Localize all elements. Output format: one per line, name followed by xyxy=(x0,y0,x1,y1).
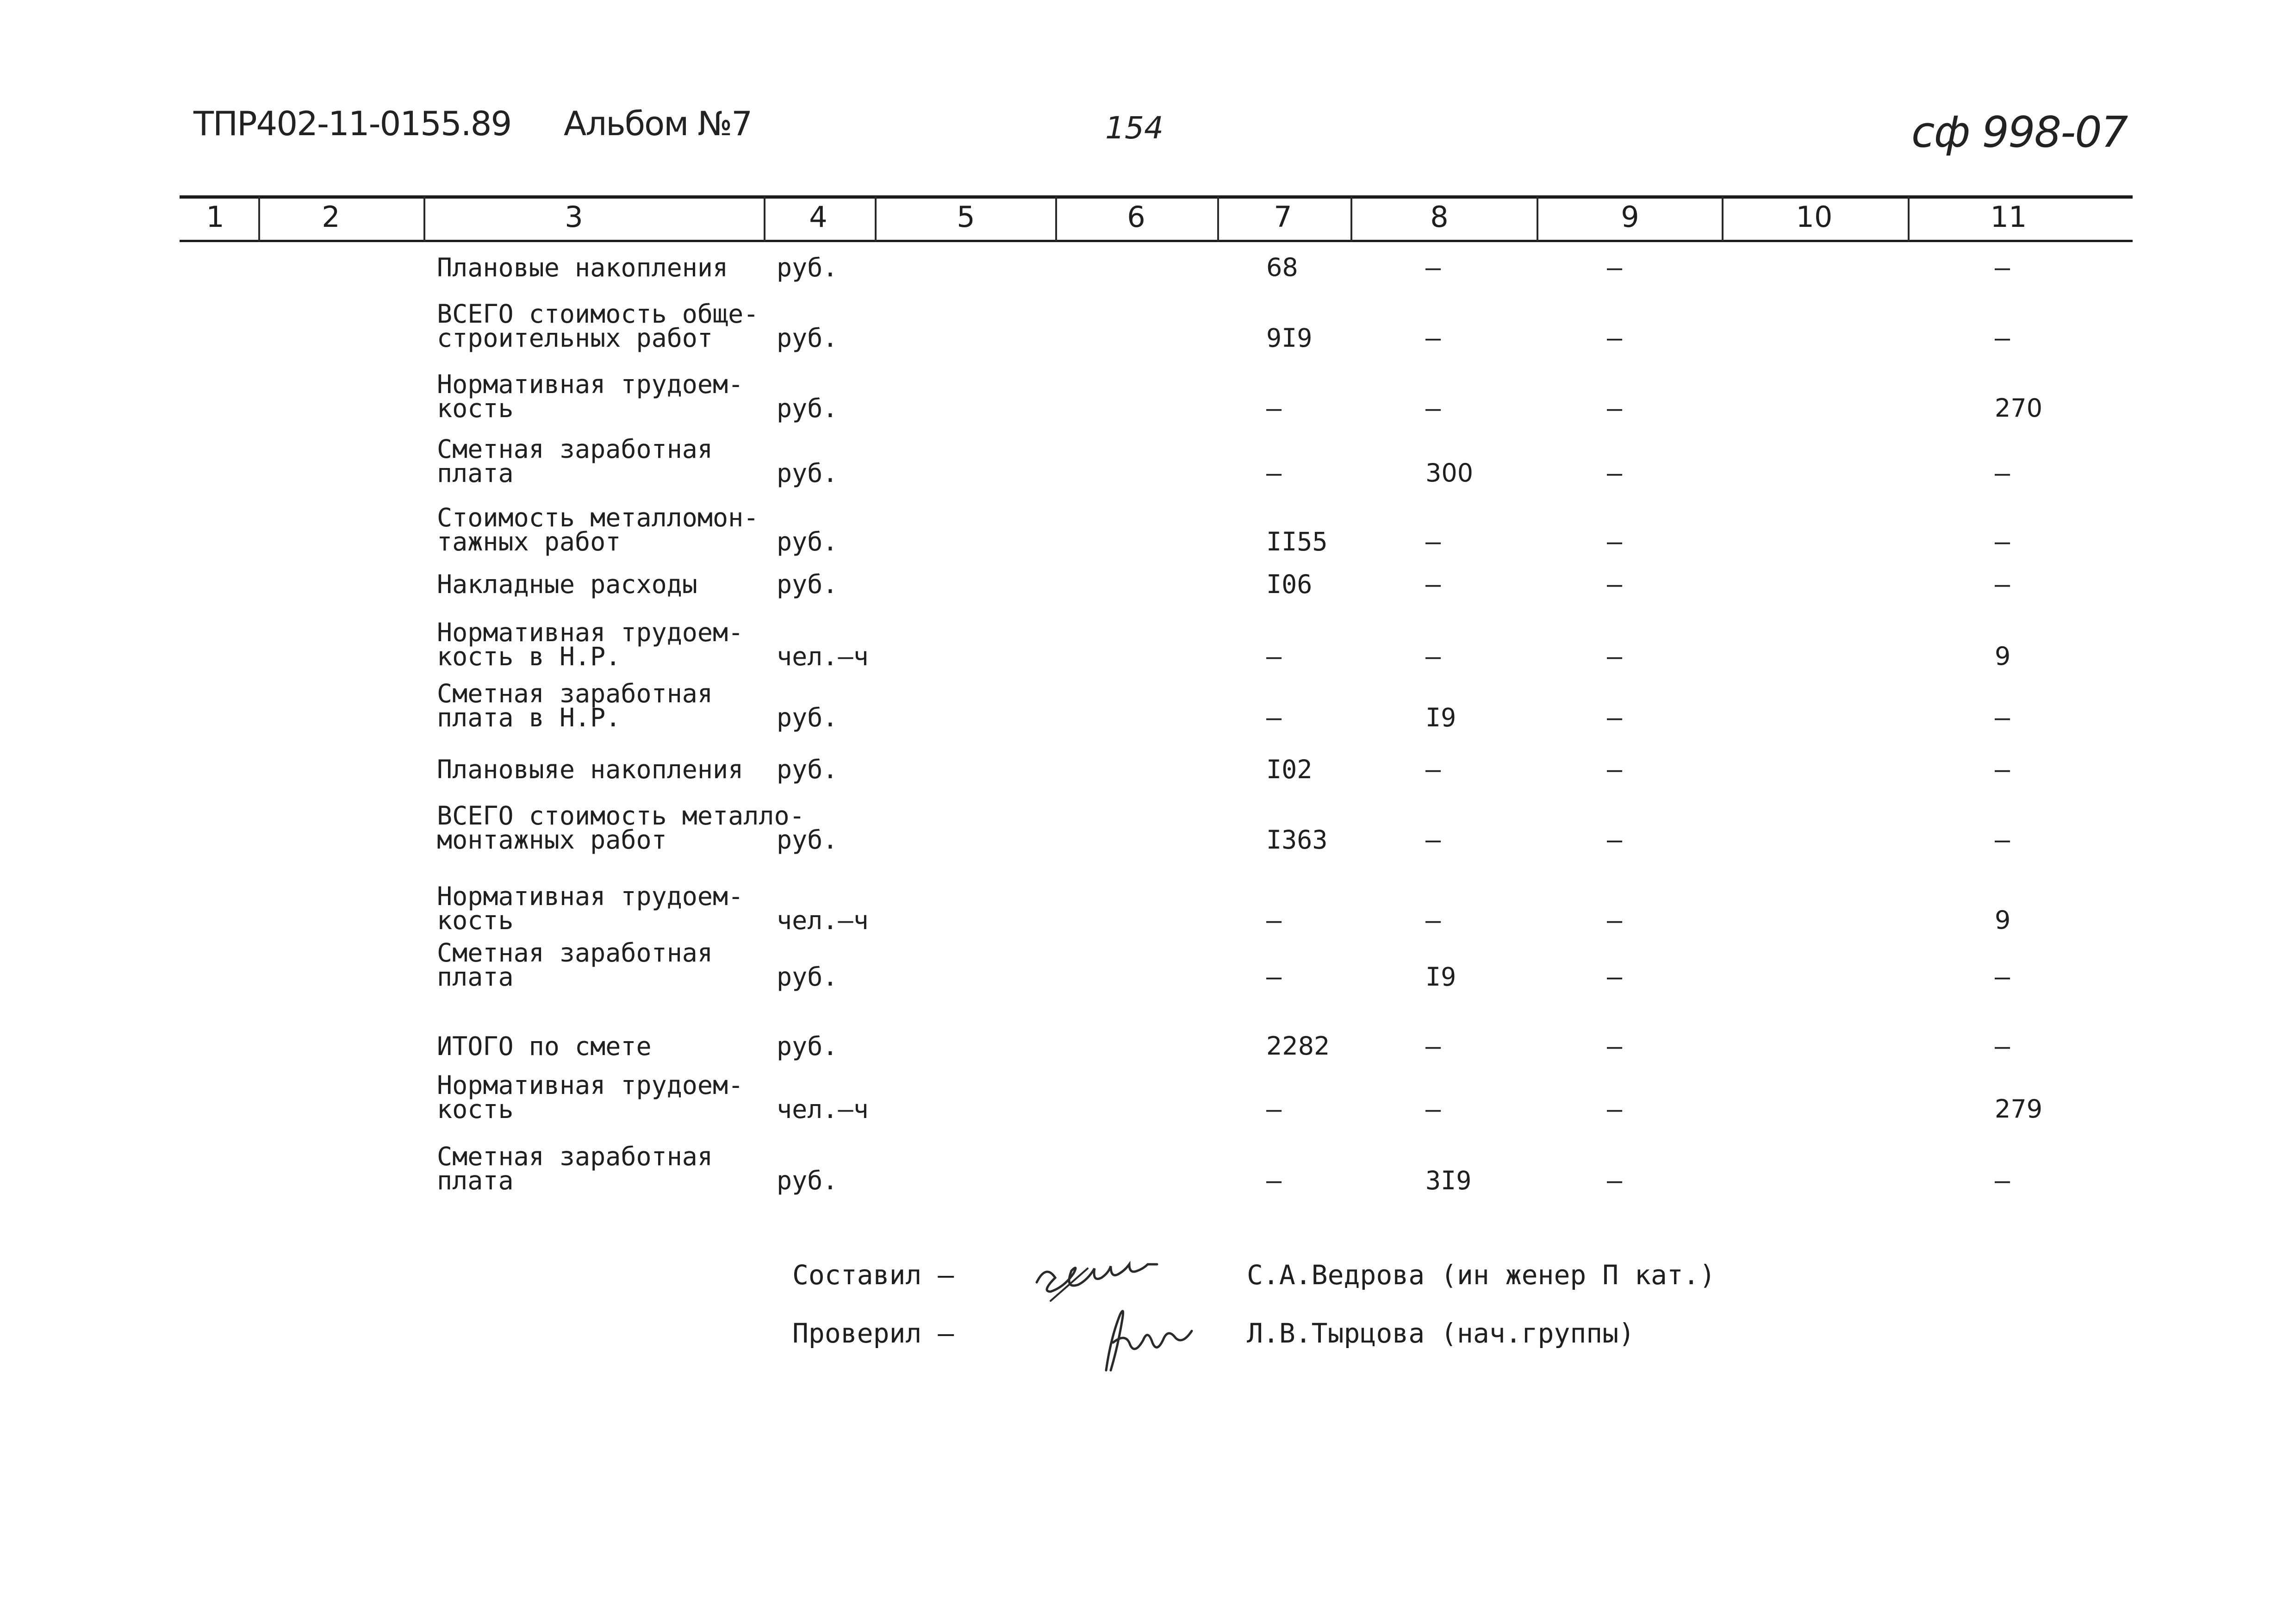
row-unit: руб. xyxy=(777,825,838,855)
column-divider xyxy=(1350,196,1352,241)
checked-signature xyxy=(1088,1301,1208,1380)
cell-col-11: – xyxy=(1995,458,2010,488)
cell-col-7: – xyxy=(1266,394,1282,423)
compiled-signature xyxy=(1032,1250,1226,1305)
row-label: Нормативная трудоем- xyxy=(437,1070,744,1100)
cell-col-9: – xyxy=(1607,906,1623,935)
row-label: плата xyxy=(437,1166,514,1195)
row-unit: чел.–ч xyxy=(777,906,869,935)
table-header-bottom-rule xyxy=(180,240,2133,242)
cell-col-8: – xyxy=(1425,1094,1441,1124)
cell-col-11: – xyxy=(1995,962,2010,992)
cell-col-8: – xyxy=(1425,253,1441,282)
row-label: кость xyxy=(437,1094,514,1124)
row-label: Нормативная трудоем- xyxy=(437,369,744,399)
row-label: кость xyxy=(437,394,514,423)
row-unit: чел.–ч xyxy=(777,1094,869,1124)
column-number-1: 1 xyxy=(206,200,224,234)
row-unit: руб. xyxy=(777,755,838,784)
row-label: ВСЕГО стоимость металло- xyxy=(437,801,805,831)
row-unit: чел.–ч xyxy=(777,642,869,671)
cell-col-8: – xyxy=(1425,755,1441,784)
column-number-2: 2 xyxy=(322,200,340,234)
document-code: ТПР402-11-0155.89 xyxy=(193,104,511,143)
column-divider xyxy=(1217,196,1219,241)
row-label: Стоимость металломон- xyxy=(437,503,759,532)
row-label: строительных работ xyxy=(437,323,713,353)
cell-col-9: – xyxy=(1607,394,1623,423)
cell-col-11: – xyxy=(1995,527,2010,556)
row-unit: руб. xyxy=(777,527,838,556)
compiled-by-label: Составил – xyxy=(792,1259,954,1291)
row-unit: руб. xyxy=(777,1166,838,1195)
cell-col-11: 9 xyxy=(1995,906,2011,935)
column-divider xyxy=(258,196,260,241)
cell-col-7: I363 xyxy=(1266,825,1328,855)
column-divider xyxy=(1722,196,1724,241)
row-unit: руб. xyxy=(777,569,838,599)
column-number-3: 3 xyxy=(565,200,583,234)
row-label: плата в Н.Р. xyxy=(437,703,621,732)
cell-col-8: – xyxy=(1425,825,1441,855)
cell-col-9: – xyxy=(1607,527,1623,556)
column-divider xyxy=(764,196,765,241)
cell-col-11: – xyxy=(1995,1031,2010,1061)
compiled-by-name: С.А.Ведрова (ин женер П кат.) xyxy=(1247,1259,1716,1291)
cell-col-8: – xyxy=(1425,323,1441,353)
cell-col-7: I06 xyxy=(1266,569,1313,599)
cell-col-8: – xyxy=(1425,1031,1441,1061)
column-number-4: 4 xyxy=(809,200,828,234)
cell-col-7: 9I9 xyxy=(1266,323,1313,353)
column-divider xyxy=(1537,196,1538,241)
cell-col-11: – xyxy=(1995,1166,2010,1195)
row-label: плата xyxy=(437,962,514,992)
cell-col-9: – xyxy=(1607,253,1623,282)
cell-col-9: – xyxy=(1607,1094,1623,1124)
cell-col-11: – xyxy=(1995,755,2010,784)
cell-col-8: – xyxy=(1425,527,1441,556)
cell-col-11: – xyxy=(1995,703,2010,732)
cell-col-9: – xyxy=(1607,962,1623,992)
column-number-11: 11 xyxy=(1990,200,2027,234)
row-unit: руб. xyxy=(777,703,838,732)
album-number: Альбом №7 xyxy=(564,104,752,143)
cell-col-11: – xyxy=(1995,323,2010,353)
cell-col-9: – xyxy=(1607,642,1623,671)
row-label: Нормативная трудоем- xyxy=(437,618,744,647)
table-header-top-rule xyxy=(180,195,2133,199)
column-divider xyxy=(423,196,425,241)
cell-col-11: – xyxy=(1995,825,2010,855)
row-unit: руб. xyxy=(777,253,838,282)
row-label: монтажных работ xyxy=(437,825,667,855)
column-number-7: 7 xyxy=(1274,200,1292,234)
row-unit: руб. xyxy=(777,458,838,488)
cell-col-8: I9 xyxy=(1425,962,1456,992)
cell-col-9: – xyxy=(1607,569,1623,599)
column-number-6: 6 xyxy=(1127,200,1145,234)
row-label: тажных работ xyxy=(437,527,621,556)
cell-col-9: – xyxy=(1607,1166,1623,1195)
cell-col-7: 2282 xyxy=(1266,1031,1330,1061)
row-label: кость xyxy=(437,906,514,935)
row-unit: руб. xyxy=(777,1031,838,1061)
cell-col-7: – xyxy=(1266,1094,1282,1124)
archive-number: сф 998-07 xyxy=(1911,107,2128,157)
cell-col-8: 3I9 xyxy=(1425,1166,1472,1195)
cell-col-8: – xyxy=(1425,569,1441,599)
row-label: ИТОГО по смете xyxy=(437,1031,652,1061)
row-label: Плановые накопления xyxy=(437,253,728,282)
row-label: Нормативная трудоем- xyxy=(437,881,744,911)
cell-col-11: – xyxy=(1995,253,2010,282)
cell-col-8: – xyxy=(1425,906,1441,935)
row-label: Сметная заработная xyxy=(437,938,713,968)
cell-col-8: – xyxy=(1425,394,1441,423)
row-label: Сметная заработная xyxy=(437,1142,713,1171)
cell-col-8: I9 xyxy=(1425,703,1456,732)
cell-col-7: – xyxy=(1266,703,1282,732)
checked-by-label: Проверил – xyxy=(792,1318,954,1349)
cell-col-9: – xyxy=(1607,1031,1623,1061)
cell-col-7: – xyxy=(1266,906,1282,935)
column-divider xyxy=(1908,196,1910,241)
cell-col-7: I02 xyxy=(1266,755,1313,784)
column-number-8: 8 xyxy=(1430,200,1449,234)
cell-col-7: II55 xyxy=(1266,527,1328,556)
row-label: Сметная заработная xyxy=(437,679,713,708)
cell-col-7: – xyxy=(1266,642,1282,671)
cell-col-9: – xyxy=(1607,703,1623,732)
cell-col-7: – xyxy=(1266,962,1282,992)
column-number-10: 10 xyxy=(1796,200,1833,234)
row-unit: руб. xyxy=(777,323,838,353)
cell-col-9: – xyxy=(1607,323,1623,353)
cell-col-7: 68 xyxy=(1266,253,1298,282)
row-label: Накладные расходы xyxy=(437,569,697,599)
cell-col-9: – xyxy=(1607,458,1623,488)
cell-col-9: – xyxy=(1607,825,1623,855)
row-unit: руб. xyxy=(777,962,838,992)
column-divider xyxy=(875,196,877,241)
cell-col-7: – xyxy=(1266,458,1282,488)
cell-col-8: – xyxy=(1425,642,1441,671)
checked-by-name: Л.В.Тырцова (нач.группы) xyxy=(1247,1318,1635,1349)
cell-col-11: 270 xyxy=(1995,394,2043,423)
row-unit: руб. xyxy=(777,394,838,423)
column-number-9: 9 xyxy=(1621,200,1639,234)
cell-col-11: – xyxy=(1995,569,2010,599)
cell-col-11: 279 xyxy=(1995,1094,2043,1124)
column-divider xyxy=(1055,196,1057,241)
row-label: Плановыяе накопления xyxy=(437,755,744,784)
row-label: Сметная заработная xyxy=(437,434,713,464)
row-label: кость в Н.Р. xyxy=(437,642,621,671)
row-label: ВСЕГО стоимость обще- xyxy=(437,299,759,329)
page-number: 154 xyxy=(1105,110,1164,146)
cell-col-7: – xyxy=(1266,1166,1282,1195)
column-number-5: 5 xyxy=(957,200,975,234)
cell-col-8: 300 xyxy=(1425,458,1474,487)
cell-col-11: 9 xyxy=(1995,642,2011,671)
cell-col-9: – xyxy=(1607,755,1623,784)
row-label: плата xyxy=(437,458,514,488)
